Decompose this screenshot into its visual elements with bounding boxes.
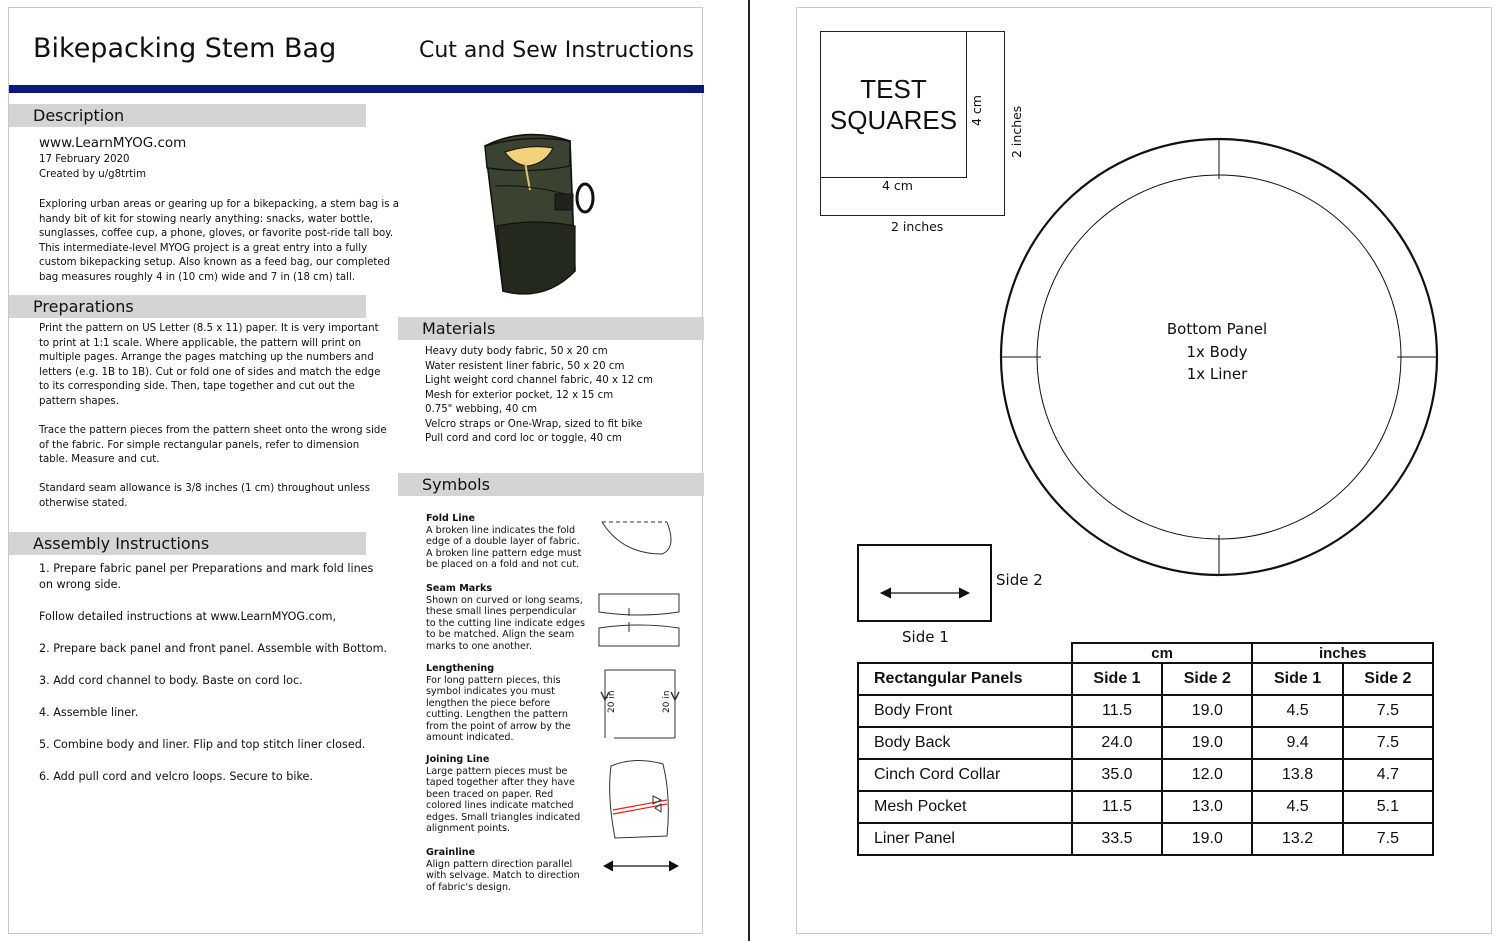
- symbol-desc-line: edges. Small triangles indicated: [426, 811, 581, 823]
- table-cell: 12.0: [1162, 759, 1252, 791]
- test-square-in-side-label: 2 inches: [1009, 105, 1024, 158]
- table-cell: 19.0: [1162, 695, 1252, 727]
- assembly-step: Follow detailed instructions at www.LearnMYOG.com,: [39, 610, 337, 623]
- symbol-seam-marks: [426, 583, 585, 652]
- assembly-step: 6. Add pull cord and velcro loops. Secure to bike.: [39, 770, 313, 783]
- symbol-desc-line: Align pattern direction parallel: [426, 858, 573, 870]
- test-square-cm-side-label: 4 cm: [969, 95, 984, 126]
- table-row: [858, 759, 1433, 791]
- description-line: handy bit of kit for stowing nearly anything: snacks, water bottle,: [39, 213, 373, 225]
- table-header-cell: Side 2: [1162, 663, 1252, 695]
- preparations-para-1: [39, 322, 380, 409]
- table-row: [858, 727, 1433, 759]
- symbol-desc-line: taped together after they have: [426, 777, 575, 788]
- preparations-line: letters (e.g. 1B to 1B). Cut or fold one of sides and match the edge: [39, 366, 381, 378]
- bottom-panel-label: [1117, 318, 1317, 386]
- table-cell: 35.0: [1072, 759, 1162, 791]
- description-text: [39, 198, 399, 285]
- preparations-line: of the fabric. For simple rectangular panels, refer to dimension: [39, 439, 360, 451]
- seam-marks-icon: [595, 588, 685, 650]
- page-left: [8, 7, 703, 934]
- title-rule: [9, 85, 704, 93]
- symbol-desc-line: of fabric's design.: [426, 881, 512, 893]
- symbol-grainline: [426, 847, 580, 893]
- symbol-desc-line: with selvage. Match to direction: [426, 870, 580, 881]
- table-cell: 7.5: [1343, 695, 1433, 727]
- table-cell: 11.5: [1072, 791, 1162, 823]
- symbol-title: Fold Line: [426, 513, 475, 524]
- material-item: 0.75" webbing, 40 cm: [425, 404, 538, 415]
- symbol-desc-line: A broken line indicates the fold: [426, 524, 576, 536]
- symbol-desc-line: cutting. Lengthen the pattern: [426, 709, 568, 720]
- document-title: Bikepacking Stem Bag: [33, 33, 337, 64]
- table-cell: 4.7: [1343, 759, 1433, 791]
- table-cell: 13.0: [1162, 791, 1252, 823]
- material-item: Velcro straps or One-Wrap, sized to fit bike: [425, 418, 643, 430]
- material-item: Pull cord and cord loc or toggle, 40 cm: [425, 433, 622, 444]
- material-item: Light weight cord channel fabric, 40 x 12 cm: [425, 375, 653, 386]
- dimension-table: [857, 642, 1434, 856]
- bottom-panel-liner-count: 1x Liner: [1186, 365, 1248, 383]
- description-heading: Description: [9, 104, 366, 127]
- bottom-panel-title: Bottom Panel: [1166, 320, 1268, 338]
- table-cell: 5.1: [1343, 791, 1433, 823]
- table-row: [858, 791, 1433, 823]
- table-header-cell: Side 2: [1343, 663, 1433, 695]
- author-text: Created by u/g8trtim: [39, 169, 147, 180]
- description-line: sunglasses, coffee cup, a phone, gloves, or favorite post-ride tall boy.: [39, 228, 394, 239]
- description-line: bag measures roughly 4 in (10 cm) wide and 7 in (18 cm) tall.: [39, 271, 356, 283]
- table-row: [858, 823, 1433, 855]
- preparations-line: otherwise stated.: [39, 497, 128, 509]
- symbol-desc-line: For long pattern pieces, this: [426, 674, 561, 686]
- material-item: Heavy duty body fabric, 50 x 20 cm: [425, 346, 608, 357]
- table-cell: 19.0: [1162, 727, 1252, 759]
- table-cell: Body Back: [858, 727, 1072, 759]
- table-group-cm: cm: [1072, 643, 1253, 663]
- table-header-row: [858, 663, 1433, 695]
- assembly-step: 1. Prepare fabric panel per Preparations and mark fold lines: [39, 562, 374, 575]
- test-square-cm-bottom-label: 4 cm: [882, 178, 913, 193]
- symbol-desc-line: Shown on curved or long seams,: [426, 594, 583, 606]
- description-line: Exploring urban areas or gearing up for a bikepacking, a stem bag is a: [39, 199, 399, 210]
- assembly-step: 3. Add cord channel to body. Baste on cord loc.: [39, 674, 303, 687]
- symbol-desc-line: been traced on paper. Red: [426, 788, 554, 800]
- test-squares-label: [820, 74, 967, 136]
- table-cell: 7.5: [1343, 823, 1433, 855]
- preparations-line: pattern shapes.: [39, 395, 119, 407]
- symbol-desc-line: alignment points.: [426, 823, 511, 834]
- preparations-line: Trace the pattern pieces from the pattern sheet onto the wrong side: [39, 425, 387, 436]
- test-square-in-bottom-label: 2 inches: [891, 219, 944, 234]
- side-1-arrow-icon: [879, 586, 971, 600]
- symbols-heading: Symbols: [398, 473, 704, 496]
- side-1-label: Side 1: [902, 628, 949, 646]
- table-cell: 7.5: [1343, 727, 1433, 759]
- material-item: Mesh for exterior pocket, 12 x 15 cm: [425, 389, 614, 401]
- symbol-desc-line: be placed on a fold and not cut.: [426, 559, 579, 570]
- test-squares-line-1: TEST: [860, 74, 927, 104]
- symbol-title: Lengthening: [426, 663, 495, 674]
- symbol-desc-line: colored lines indicate matched: [426, 800, 574, 811]
- symbol-desc-line: to the cutting line indicate edges: [426, 617, 585, 629]
- description-line: custom bikepacking setup. Also known as a feed bag, our completed: [39, 257, 391, 268]
- symbol-title: Grainline: [426, 847, 476, 858]
- table-cell: 13.8: [1252, 759, 1342, 791]
- document-subtitle: Cut and Sew Instructions: [419, 38, 694, 63]
- table-cell: 4.5: [1252, 695, 1342, 727]
- symbol-desc-line: Large pattern pieces must be: [426, 765, 568, 777]
- preparations-heading: Preparations: [9, 295, 366, 318]
- table-group-blank: [858, 643, 1072, 663]
- symbol-desc-line: symbol indicates you must: [426, 686, 555, 697]
- material-item: Water resistent liner fabric, 50 x 20 cm: [425, 360, 625, 372]
- table-cell: 19.0: [1162, 823, 1252, 855]
- table-cell: 11.5: [1072, 695, 1162, 727]
- table-cell: 24.0: [1072, 727, 1162, 759]
- symbol-desc-line: lengthen the piece before: [426, 697, 551, 709]
- symbol-title: Seam Marks: [426, 583, 493, 594]
- fold-line-icon: [597, 516, 677, 566]
- symbol-desc-line: to be matched. Align the seam: [426, 629, 575, 640]
- table-cell: Body Front: [858, 695, 1072, 727]
- bottom-panel-body-count: 1x Body: [1186, 342, 1248, 361]
- side-2-label: Side 2: [996, 571, 1043, 589]
- table-header-cell: Rectangular Panels: [858, 663, 1072, 695]
- date-text: 17 February 2020: [39, 154, 130, 165]
- preparations-para-3: [39, 482, 370, 511]
- symbol-desc-line: from the point of arrow by the: [426, 720, 571, 732]
- symbol-lengthening: [426, 663, 571, 744]
- website-link[interactable]: www.LearnMYOG.com: [39, 135, 187, 151]
- lengthen-label-left: 20 in: [607, 690, 617, 713]
- symbol-desc-line: marks to one another.: [426, 640, 533, 652]
- table-header-cell: Side 1: [1252, 663, 1342, 695]
- assembly-step: 5. Combine body and liner. Flip and top stitch liner closed.: [39, 738, 366, 751]
- preparations-line: multiple pages. Arrange the pages matching up the numbers and: [39, 352, 374, 363]
- page-spine-divider: [748, 0, 750, 941]
- preparations-line: Print the pattern on US Letter (8.5 x 11) paper. It is very important: [39, 323, 379, 334]
- materials-list: [425, 345, 653, 447]
- table-cell: 9.4: [1252, 727, 1342, 759]
- table-cell: Liner Panel: [858, 823, 1072, 855]
- stem-bag-illustration: [475, 126, 605, 304]
- page-right: [796, 7, 1492, 934]
- table-row: [858, 695, 1433, 727]
- symbol-desc-line: edge of a double layer of fabric.: [426, 536, 580, 547]
- rectangle-panel-diagram: [857, 544, 992, 622]
- preparations-line: to its corresponding side. Then, tape together and cut out the: [39, 381, 355, 392]
- symbol-fold-line: [426, 513, 581, 571]
- symbol-title: Joining Line: [426, 754, 490, 765]
- preparations-line: to print at 1:1 scale. Where applicable, the pattern will print on: [39, 337, 362, 349]
- table-cell: 33.5: [1072, 823, 1162, 855]
- symbol-desc-line: amount indicated.: [426, 732, 514, 743]
- preparations-para-2: [39, 424, 387, 468]
- symbol-joining-line: [426, 754, 580, 835]
- table-group-inches: inches: [1252, 643, 1433, 663]
- preparations-line: table. Measure and cut.: [39, 454, 160, 465]
- table-cell: Mesh Pocket: [858, 791, 1072, 823]
- materials-heading: Materials: [398, 317, 704, 340]
- assembly-heading: Assembly Instructions: [9, 532, 366, 555]
- assembly-step: 4. Assemble liner.: [39, 706, 139, 719]
- description-line: This intermediate-level MYOG project is a great entry into a fully: [39, 242, 368, 254]
- preparations-line: Standard seam allowance is 3/8 inches (1 cm) throughout unless: [39, 483, 371, 494]
- assembly-step: 2. Prepare back panel and front panel. Assemble with Bottom.: [39, 642, 388, 655]
- symbol-desc-line: A broken line pattern edge must: [426, 547, 582, 559]
- table-cell: Cinch Cord Collar: [858, 759, 1072, 791]
- table-group-header-row: [858, 643, 1433, 663]
- symbol-desc-line: these small lines perpendicular: [426, 606, 577, 617]
- table-cell: 13.2: [1252, 823, 1342, 855]
- assembly-step: on wrong side.: [39, 578, 122, 591]
- table-header-cell: Side 1: [1072, 663, 1162, 695]
- table-cell: 4.5: [1252, 791, 1342, 823]
- grainline-arrow-icon: [601, 858, 681, 874]
- joining-line-icon: [605, 756, 675, 844]
- lengthen-label-right: 20 in: [662, 690, 672, 713]
- test-squares-line-2: SQUARES: [829, 105, 958, 135]
